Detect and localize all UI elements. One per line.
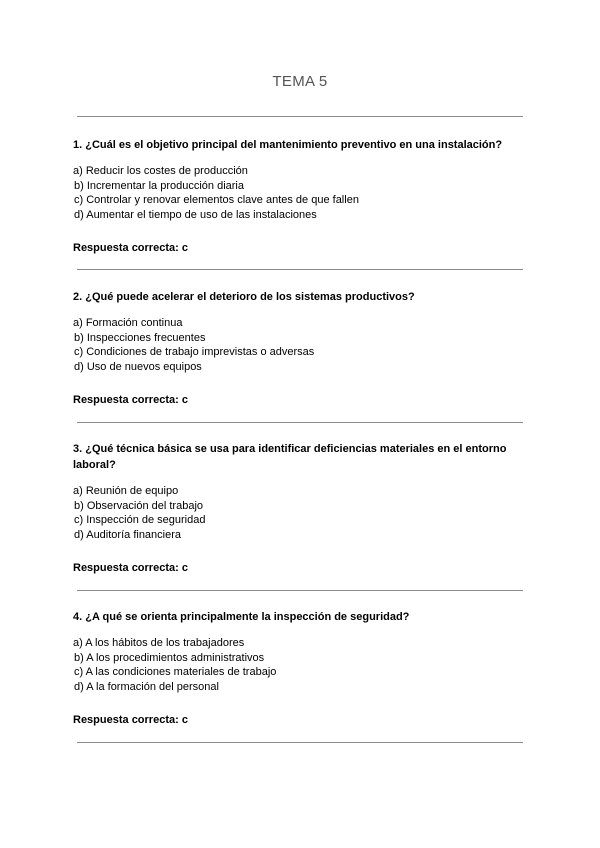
correct-answer: Respuesta correcta: c — [73, 393, 188, 406]
divider — [77, 269, 523, 270]
divider — [77, 422, 523, 423]
question-text: 1. ¿Cuál es el objetivo principal del mantenimiento preventivo en una instalación? — [73, 139, 503, 151]
options-list — [73, 636, 523, 695]
option-d: d) Aumentar el tiempo de uso de las instalaciones — [74, 209, 317, 222]
question-2 — [73, 289, 523, 407]
options-list — [73, 316, 523, 375]
option-c: c) Condiciones de trabajo imprevistas o adversas — [74, 346, 315, 359]
correct-answer: Respuesta correcta: c — [73, 561, 188, 574]
question-text: 2. ¿Qué puede acelerar el deterioro de los sistemas productivos? — [73, 291, 415, 303]
divider — [77, 590, 523, 591]
correct-answer: Respuesta correcta: c — [73, 241, 188, 254]
option-b: b) Incrementar la producción diaria — [74, 179, 244, 192]
question-text: 3. ¿Qué técnica básica se usa para identificar deficiencias materiales en el entorno laboral? — [73, 443, 507, 471]
option-c: c) Inspección de seguridad — [74, 514, 206, 527]
question-1 — [73, 137, 523, 255]
options-list — [73, 164, 523, 223]
option-b: b) Inspecciones frecuentes — [74, 331, 206, 344]
question-text: 4. ¿A qué se orienta principalmente la inspección de seguridad? — [73, 611, 410, 623]
option-a: a) Reducir los costes de producción — [73, 165, 248, 177]
option-d: d) Uso de nuevos equipos — [74, 361, 202, 374]
option-a: a) Formación continua — [73, 317, 183, 329]
options-list — [73, 484, 523, 543]
option-d: d) A la formación del personal — [74, 681, 219, 694]
option-a: a) A los hábitos de los trabajadores — [73, 637, 245, 649]
option-b: b) Observación del trabajo — [74, 499, 204, 512]
option-b: b) A los procedimientos administrativos — [74, 651, 265, 664]
page-title: TEMA 5 — [272, 73, 328, 90]
option-c: c) Controlar y renovar elementos clave antes de que fallen — [74, 194, 359, 207]
question-4 — [73, 609, 523, 727]
option-a: a) Reunión de equipo — [73, 485, 179, 497]
question-3 — [73, 441, 523, 575]
option-d: d) Auditoría financiera — [74, 529, 182, 542]
option-c: c) A las condiciones materiales de trabajo — [74, 666, 277, 679]
correct-answer: Respuesta correcta: c — [73, 713, 188, 726]
divider — [77, 742, 523, 743]
divider — [77, 116, 523, 117]
